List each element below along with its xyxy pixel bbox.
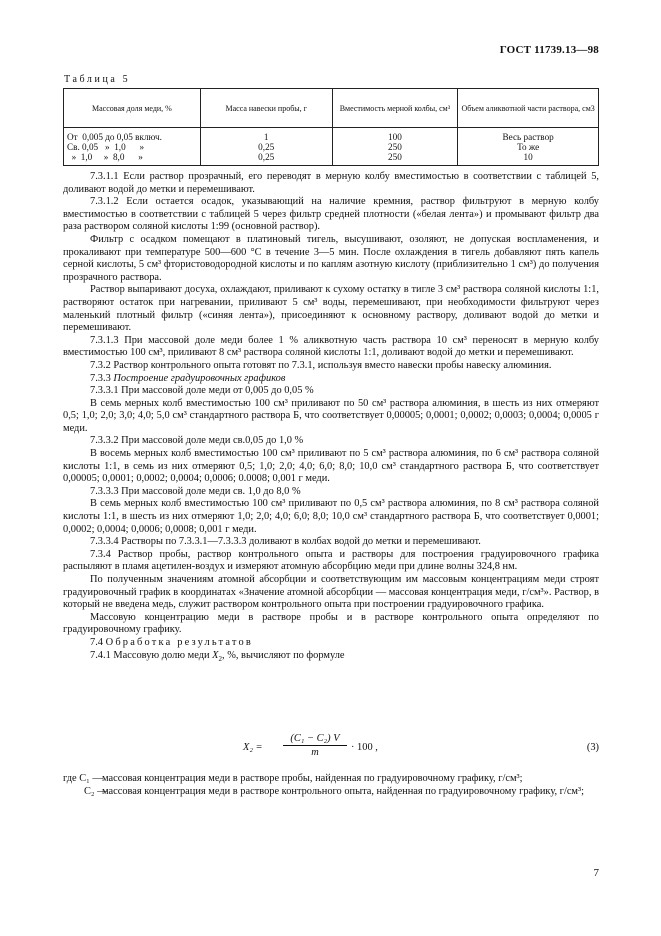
table-cell: Весь раствор: [502, 132, 554, 142]
table-cell: 0,25: [258, 152, 275, 162]
paragraph: 7.3.3.2 При массовой доле меди св.0,05 до 1,0 %: [90, 435, 304, 447]
document-body: [63, 171, 599, 662]
table-header-cell: Вместимость мерной колбы, см³: [332, 89, 458, 128]
formula-numerator: (C₁ − C₂) V: [283, 733, 347, 746]
formula-factor: · 100 ,: [351, 742, 378, 753]
table-cell: 250: [388, 152, 402, 162]
section-heading-7-3-3: [63, 373, 599, 386]
paragraph-7-4-1: [63, 650, 599, 663]
table-cell-sample-mass: [200, 128, 332, 166]
definition-c2: [63, 786, 599, 799]
definition-text: массовая концентрация меди в растворе пробы, найденная по градуировочному графику, г/см³;: [102, 773, 523, 784]
variable-subscript: 2: [218, 654, 223, 663]
table-cell-copper-ranges: [64, 128, 201, 166]
formula-definitions: [63, 773, 599, 798]
paragraph: В восемь мерных колб вместимостью 100 см³ приливают по 5 см³ раствора алюминия, по 6 см³ раствора соляной кислоты 1:1, в семь из них отмеряют 0,5; 1,0; 2,0; 4,0; 6,0; 8,0; 10,0 см³ стандартного раствора Б, что соответствует 0,00005; 0,0001; 0,0002; 0,0004; 0,0006; 0.0008; 0,001 г меди.: [63, 448, 599, 485]
section-heading-7-4: [63, 637, 599, 650]
paragraph: В семь мерных колб вместимостью 100 см³ приливают по 0,5 см³ раствора алюминия, по 8 см³ раствора соляной кислоты 1:1, в шесть из них отмеряют 1,0; 2,0; 4,0; 6,0; 8,0; 10,0 см³ стандартного раствора Б, что соответствует 0,0001; 0,0002; 0,0004; 0,0006; 0,0008; 0,001 г меди.: [63, 498, 599, 535]
paragraph: 7.3.1.3 При массовой доле меди более 1 % аликвотную часть раствора 10 см³ переносят в мерную колбу вместимостью 100 см³, приливают 8 см³ раствора соляной кислоты 1:1, доливают водой до метки и перемешивают.: [63, 334, 599, 359]
paragraph: 7.3.2 Раствор контрольного опыта готовят по 7.3.1, используя вместо навески пробы навеску алюминия.: [90, 359, 552, 371]
section-number: 7.4: [90, 636, 103, 648]
formula-denominator: m: [311, 747, 319, 758]
paragraph: 7.3.1.2 Если остается осадок, указывающий на наличие кремния, раствор фильтруют в мерную колбу вместимостью в соответствии с таблицей 5 через фильтр средней плотности («белая лента») и промывают фильтр два раза раствором соляной кислоты 1:99 (основной раствор).: [63, 196, 599, 233]
paragraph: Массовую концентрацию меди в растворе пробы и в растворе контрольного опыта определяют по градуировочному графику.: [63, 611, 599, 636]
paragraph: В семь мерных колб вместимостью 100 см³ приливают по 50 см³ раствора алюминия, в шесть из них отмеряют 0,5; 1,0; 2,0; 3,0; 4,0; 5,0 см³ стандартного раствора Б, что соответствует 0,00005; 0,0001; 0,0002; 0,0003; 0,0004; 0,0005 г меди.: [63, 397, 599, 434]
table-cell: 10: [523, 152, 533, 162]
table-header-cell: Объем аликвотной части раствора, см3: [458, 89, 599, 128]
table-header-cell: Массовая доля меди, %: [64, 89, 201, 128]
paragraph: 7.3.3.1 При массовой доле меди от 0,005 до 0,05 %: [90, 385, 314, 397]
variable-x: X: [212, 649, 219, 661]
formula-lhs: X₂ =: [243, 742, 263, 753]
paragraph: 7.3.4 Раствор пробы, раствор контрольного опыта и растворы для построения градуировочного графика распыляют в пламя ацетилен-воздух и измеряют атомную абсорбцию меди при длине волны 324,8 нм.: [63, 548, 599, 573]
page-number: 7: [593, 867, 599, 879]
section-title: Обработка результатов: [105, 636, 253, 648]
table-cell-aliquot: [458, 128, 599, 166]
table-header-cell: Масса навески пробы, г: [200, 89, 332, 128]
table-5: [63, 88, 599, 166]
document-header: ГОСТ 11739.13—98: [499, 44, 599, 56]
table-cell: От 0,005 до 0,05 включ.: [67, 132, 162, 142]
definition-text: массовая концентрация меди в растворе контрольного опыта, найденная по градуировочному графику, г/см³;: [102, 785, 585, 797]
formula-number: (3): [586, 742, 599, 753]
table-cell: 0,25: [258, 142, 275, 152]
table-cell: То же: [517, 142, 540, 152]
paragraph: 7.3.1.1 Если раствор прозрачный, его переводят в мерную колбу вместимостью в соответствии с таблицей 5, доливают водой до метки и перемешивают.: [63, 171, 599, 195]
table-cell: 250: [388, 142, 402, 152]
definition-c1: [63, 773, 599, 786]
paragraph: Фильтр с осадком помещают в платиновый тигель, высушивают, озоляют, не допуская воспламенения, и прокаливают при температуре 500—600 °С в течение 3—5 мин. После охлаждения в тигель добавляют пять капель серной кислоты, 5 см³ фтористоводородной кислоты и по каплям азотную кислоту (приблизительно 1 см³) до получения прозрачного раствора.: [63, 233, 599, 283]
table-cell: 100: [388, 132, 402, 142]
section-title: Построение градуировочных графиков: [113, 372, 286, 384]
paragraph: Раствор выпаривают досуха, охлаждают, приливают к сухому остатку в тигле 3 см³ раствора соляной кислоты 1:1, растворяют остаток при нагревании, приливают 5 см³ воды, перемешивают, при необходимости фильтруют через маленький плотный фильтр («синяя лента»), присоединяют к основному раствору, доливают водой до метки и перемешивают.: [63, 284, 599, 334]
table-header-row: [64, 89, 599, 128]
paragraph: По полученным значениям атомной абсорбции и соответствующим им массовым концентрациям меди строят градуировочный график в координатах «Значение атомной абсорбции — массовая концентрация меди, г/см³». Раствор, в который не введена медь, служит раствором контрольного опыта при построении градуировочного графика.: [63, 574, 599, 611]
paragraph: 7.3.3.3 При массовой доле меди св. 1,0 до 8,0 %: [90, 485, 301, 497]
table-cell-flask-volume: [332, 128, 458, 166]
table-row: [64, 128, 599, 166]
definition-symbol: где C₁ —: [63, 773, 103, 784]
paragraph-text: 7.4.1 Массовую долю меди: [90, 649, 210, 661]
table-cell: » 1,0 » 8,0 »: [67, 152, 143, 162]
table-caption: Таблица 5: [64, 74, 131, 85]
paragraph: 7.3.3.4 Растворы по 7.3.3.1—7.3.3.3 доливают в колбах водой до метки и перемешивают.: [90, 536, 481, 548]
table-cell: 1: [263, 132, 269, 142]
paragraph-text: , %, вычисляют по формуле: [222, 649, 345, 661]
definition-symbol: C₂ —: [84, 785, 108, 797]
formula-3: [63, 733, 599, 763]
formula-fraction: [283, 733, 347, 758]
section-number: 7.3.3: [90, 372, 111, 384]
table-cell: Св. 0,05 » 1,0 »: [67, 142, 145, 152]
